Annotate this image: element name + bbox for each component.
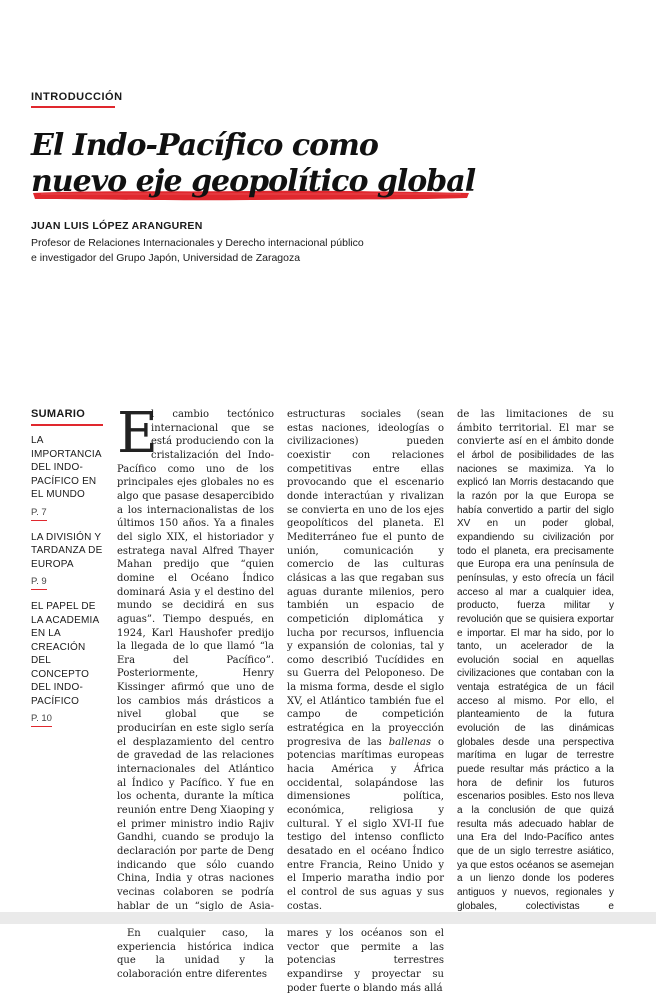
affiliation-line-1: Profesor de Relaciones Internacionales y Derecho internacional público: [31, 237, 364, 249]
drop-cap: E: [117, 401, 158, 466]
paragraph: [287, 408, 444, 913]
summary-item-label: LA DIVISIÓN Y TARDANZA DE EUROPA: [31, 531, 103, 570]
paragraph-text: estructuras sociales (sean estas naciones, ideologías o civilizaciones) pueden coexistir con relaciones competitivas entre ellas provocando que el escenario donde interactúan y rivalizan se convierta en uno de los ejes geopolíticos del planeta. El Mediterráneo fue el punto de unión, comunicación y comercio de las culturas clásicas a las que regaban sus aguas durante milenios, pero también un espacio de competición diplomática y lucha por recursos, influencia y expansión de colonias, tal y como describió Tucídides en su Guerra del Peloponeso. De la misma forma, desde el siglo XV, el Atlántico también fue el campo de competición estratégica en la proyección progresiva de las: [287, 409, 444, 748]
summary-item[interactable]: [31, 531, 106, 601]
paragraph-text: o potencias marítimas europeas hacia América y África occidental, solapándose las dimensiones política, económica, religiosa y cultural. Y el siglo XVI-II fue testigo del intenso conflicto desatado en el océano Índico entre Francia, Reino Unido y el Imperio maratha indio por el control de sus aguas y sus costas.: [287, 736, 444, 912]
affiliation-line-2: e investigador del Grupo Japón, Universidad de Zaragoza: [31, 252, 301, 264]
body-column-3: [457, 408, 614, 927]
summary-item[interactable]: [31, 600, 106, 737]
article-title: [31, 128, 591, 200]
author-name: JUAN LUIS LÓPEZ ARANGUREN: [31, 220, 203, 232]
paragraph: [457, 408, 614, 927]
paragraph-text: l cambio tectónico internacional que se está produciendo con la cristalización del Indo-Pacífico como uno de los principales ejes globales no es algo que pasase desapercibido a los internacionalistas de los últimos 150 años. Ya a finales del siglo XIX, el historiador y estratega naval Alfred Thayer Mahan predijo que “quien domine el Océano Índico dominará Asia y el destino del mundo se decidirá en sus aguas”. Tiempo después, en 1924, Karl Haushofer predijo la llegada de lo que llamó “la Era del Pacífico”. Posteriormente, Henry Kissinger afirmó que uno de los cambios más drásticos a nivel global que se producirían en este siglo sería el desplazamiento del centro de gravedad de las relaciones internacionales del Atlántico al Índico y Pacífico. Y fue en los ochenta, durante la mítica reunión entre Deng Xiaoping y el primer ministro indio Rajiv Gandhi, cuando se produjo la declaración por parte de Deng indicando que sólo cuando China, India y otras naciones vecinas colaboren se podría hablar de un “siglo de Asia-: [117, 409, 274, 912]
author-affiliation: [31, 236, 451, 266]
paragraph: mares y los océanos son el vector que permite a las potencias terrestres expandirse y proyectar su poder fuerte o blando más allá: [287, 927, 444, 994]
body-column-1: [117, 401, 274, 982]
title-line-2: nuevo eje geopolítico global: [31, 164, 476, 199]
paragraph-text: de las limitaciones de su ámbito territorial. El mar se convierte: [457, 409, 614, 448]
section-label: INTRODUCCIÓN: [31, 91, 123, 103]
summary-title: SUMARIO: [31, 408, 86, 420]
section-underline: [31, 106, 115, 108]
paragraph: [117, 401, 274, 927]
summary-item-label: EL PAPEL DE LA ACADEMIA EN LA CREACIÓN DEL CONCEPTO DEL INDO-PACÍFICO: [31, 601, 99, 707]
summary-item[interactable]: [31, 434, 106, 531]
summary-item-page: P. 10: [31, 713, 52, 727]
summary-sidebar: [31, 408, 106, 737]
italic-term: ballenas: [388, 736, 431, 748]
summary-item-page: P. 7: [31, 507, 47, 521]
summary-underline: [31, 424, 103, 426]
page-bottom-strip: [0, 912, 656, 924]
paragraph-text-sans: así en el ámbito donde el árbol de posibilidades de las naciones se maximiza. Ya lo explicó Ian Morris destacando que la razón por la que Europa se había convertido a partir del siglo XV en un poder global, expandiendo su civilización por todo el planeta, era precisamente que Europa era una península de penínsulas, y esto ofrecía un fácil acceso al mar a cualquier idea, producto, fuerza militar y revolución que se quisiera exportar e importar. El mar ha sido, por lo tanto, un acelerador de la evolución social en aquellas civilizaciones que contaban con la ventaja estratégica de un fácil acceso al mismo. Por ello, el planteamiento de la futura evolución de las dinámicas globales desde una perspectiva marítima en lugar de terrestre puede resultar más práctico a la hora de definir los futuros escenarios posibles. Esto nos lleva a la conclusión de que quizá resulta más adecuado hablar de una Era del Indo-Pacífico antes que de un siglo terrestre asiático, ya que estos océanos se asemejan a un lienzo donde los poderes antiguos y nuevos, regionales y globales, colectivistas e: [457, 436, 614, 912]
summary-item-label: LA IMPORTANCIA DEL INDO-PACÍFICO EN EL MUNDO: [31, 435, 102, 500]
paragraph: En cualquier caso, la experiencia histórica indica que la unidad y la colaboración entre diferentes: [117, 927, 274, 980]
summary-item-page: P. 9: [31, 576, 47, 590]
body-column-2: [287, 408, 444, 995]
title-line-1: El Indo-Pacífico como: [31, 128, 378, 163]
